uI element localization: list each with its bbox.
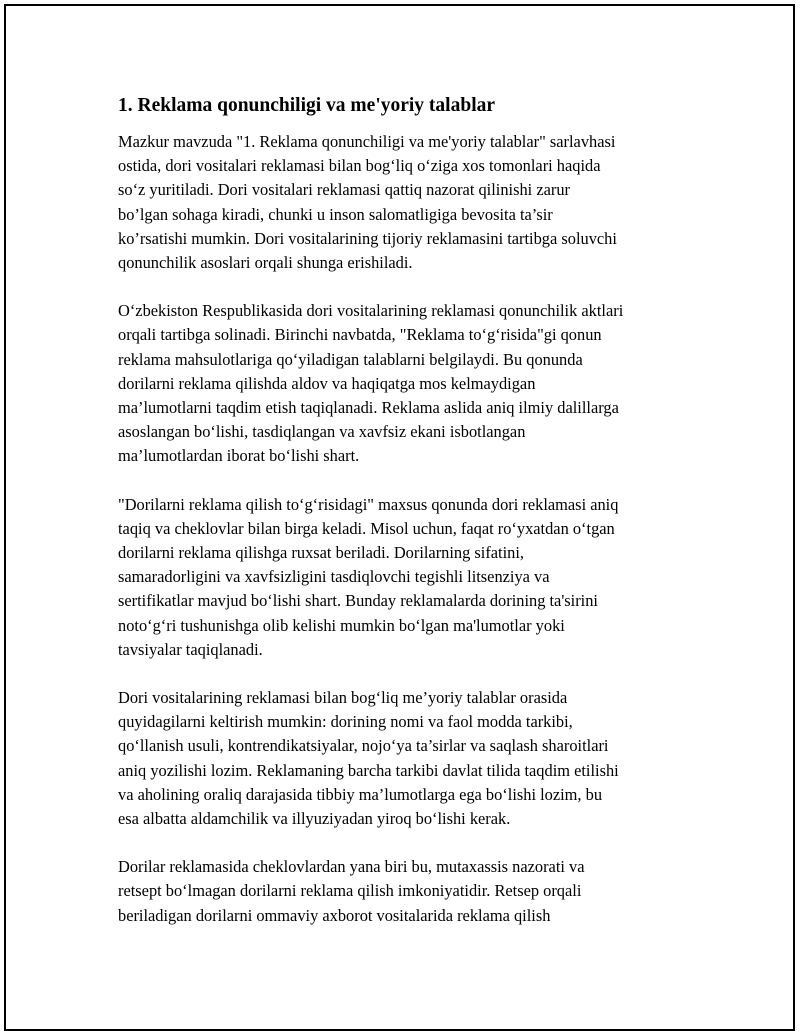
paragraph-3 [118,493,688,662]
paragraph-1 [118,130,688,275]
text-line: beriladigan dorilarni ommaviy axborot vositalarida reklama qilish [118,905,551,925]
text-line: orqali tartibga solinadi. Birinchi navbatda, "Reklama to‘g‘risida"gi qonun [118,325,602,345]
text-line: bo’lgan sohaga kiradi, chunki u inson salomatligiga bevosita ta’sir [118,204,553,224]
text-line: ostida, dori vositalari reklamasi bilan bog‘liq o‘ziga xos tomonlari haqida [118,156,601,176]
text-line: aniq yozilishi lozim. Reklamaning barcha tarkibi davlat tilida taqdim etilishi [118,760,619,780]
text-line: retsept bo‘lmagan dorilarni reklama qilish imkoniyatidir. Retsep orqali [118,881,582,901]
text-line: asoslangan bo‘lishi, tasdiqlangan va xavfsiz ekani isbotlangan [118,422,526,442]
text-line: Mazkur mavzuda "1. Reklama qonunchiligi va me'yoriy talablar" sarlavhasi [118,132,616,151]
text-line: taqiq va cheklovlar bilan birga keladi. Misol uchun, faqat ro‘yxatdan o‘tgan [118,518,615,538]
document-body [118,92,688,952]
text-line: Dori vositalarining reklamasi bilan bog‘liq me’yoriy talablar orasida [118,688,568,708]
paragraph-2 [118,299,688,468]
text-line: ma’lumotlarni taqdim etish taqiqlanadi. Reklama aslida aniq ilmiy dalillarga [118,398,619,418]
text-line: ma’lumotlardan iborat bo‘lishi shart. [118,446,360,466]
text-line: sertifikatlar mavjud bo‘lishi shart. Bunday reklamalarda dorining ta'sirini [118,591,598,611]
text-line: dorilarni reklama qilishda aldov va haqiqatga mos kelmaydigan [118,373,536,393]
text-line: tavsiyalar taqiqlanadi. [118,639,263,659]
text-line: quyidagilarni keltirish mumkin: dorining nomi va faol modda tarkibi, [118,712,573,732]
text-line: qonunchilik asoslari orqali shunga erishiladi. [118,253,413,273]
text-line: va aholining oraliq darajasida tibbiy ma’lumotlarga ega bo‘lishi lozim, bu [118,784,603,804]
text-line: reklama mahsulotlariga qo‘yiladigan talablarni belgilaydi. Bu qonunda [118,349,583,369]
text-line: dorilarni reklama qilishga ruxsat beriladi. Dorilarning sifatini, [118,543,525,563]
paragraph-4 [118,686,688,831]
text-line: "Dorilarni reklama qilish to‘g‘risidagi" maxsus qonunda dori reklamasi aniq [118,494,619,514]
text-line: so‘z yuritiladi. Dori vositalari reklamasi qattiq nazorat qilinishi zarur [118,180,570,200]
text-line: ko’rsatishi mumkin. Dori vositalarining tijoriy reklamasini tartibga soluvchi [118,228,617,248]
text-line: esa albatta aldamchilik va illyuziyadan yiroq bo‘lishi kerak. [118,809,511,829]
text-line: samaradorligini va xavfsizligini tasdiqlovchi tegishli litsenziya va [118,567,550,587]
document-title: 1. Reklama qonunchiligi va me'yoriy talablar [118,95,496,116]
text-line: noto‘g‘ri tushunishga olib kelishi mumkin bo‘lgan ma'lumotlar yoki [118,615,565,635]
text-line: Dorilar reklamasida cheklovlardan yana biri bu, mutaxassis nazorati va [118,857,585,877]
text-line: O‘zbekiston Respublikasida dori vositalarining reklamasi qonunchilik aktlari [118,301,624,321]
paragraph-5 [118,855,688,928]
text-line: qo‘llanish usuli, kontrendikatsiyalar, nojo‘ya ta’sirlar va saqlash sharoitlari [118,736,609,756]
